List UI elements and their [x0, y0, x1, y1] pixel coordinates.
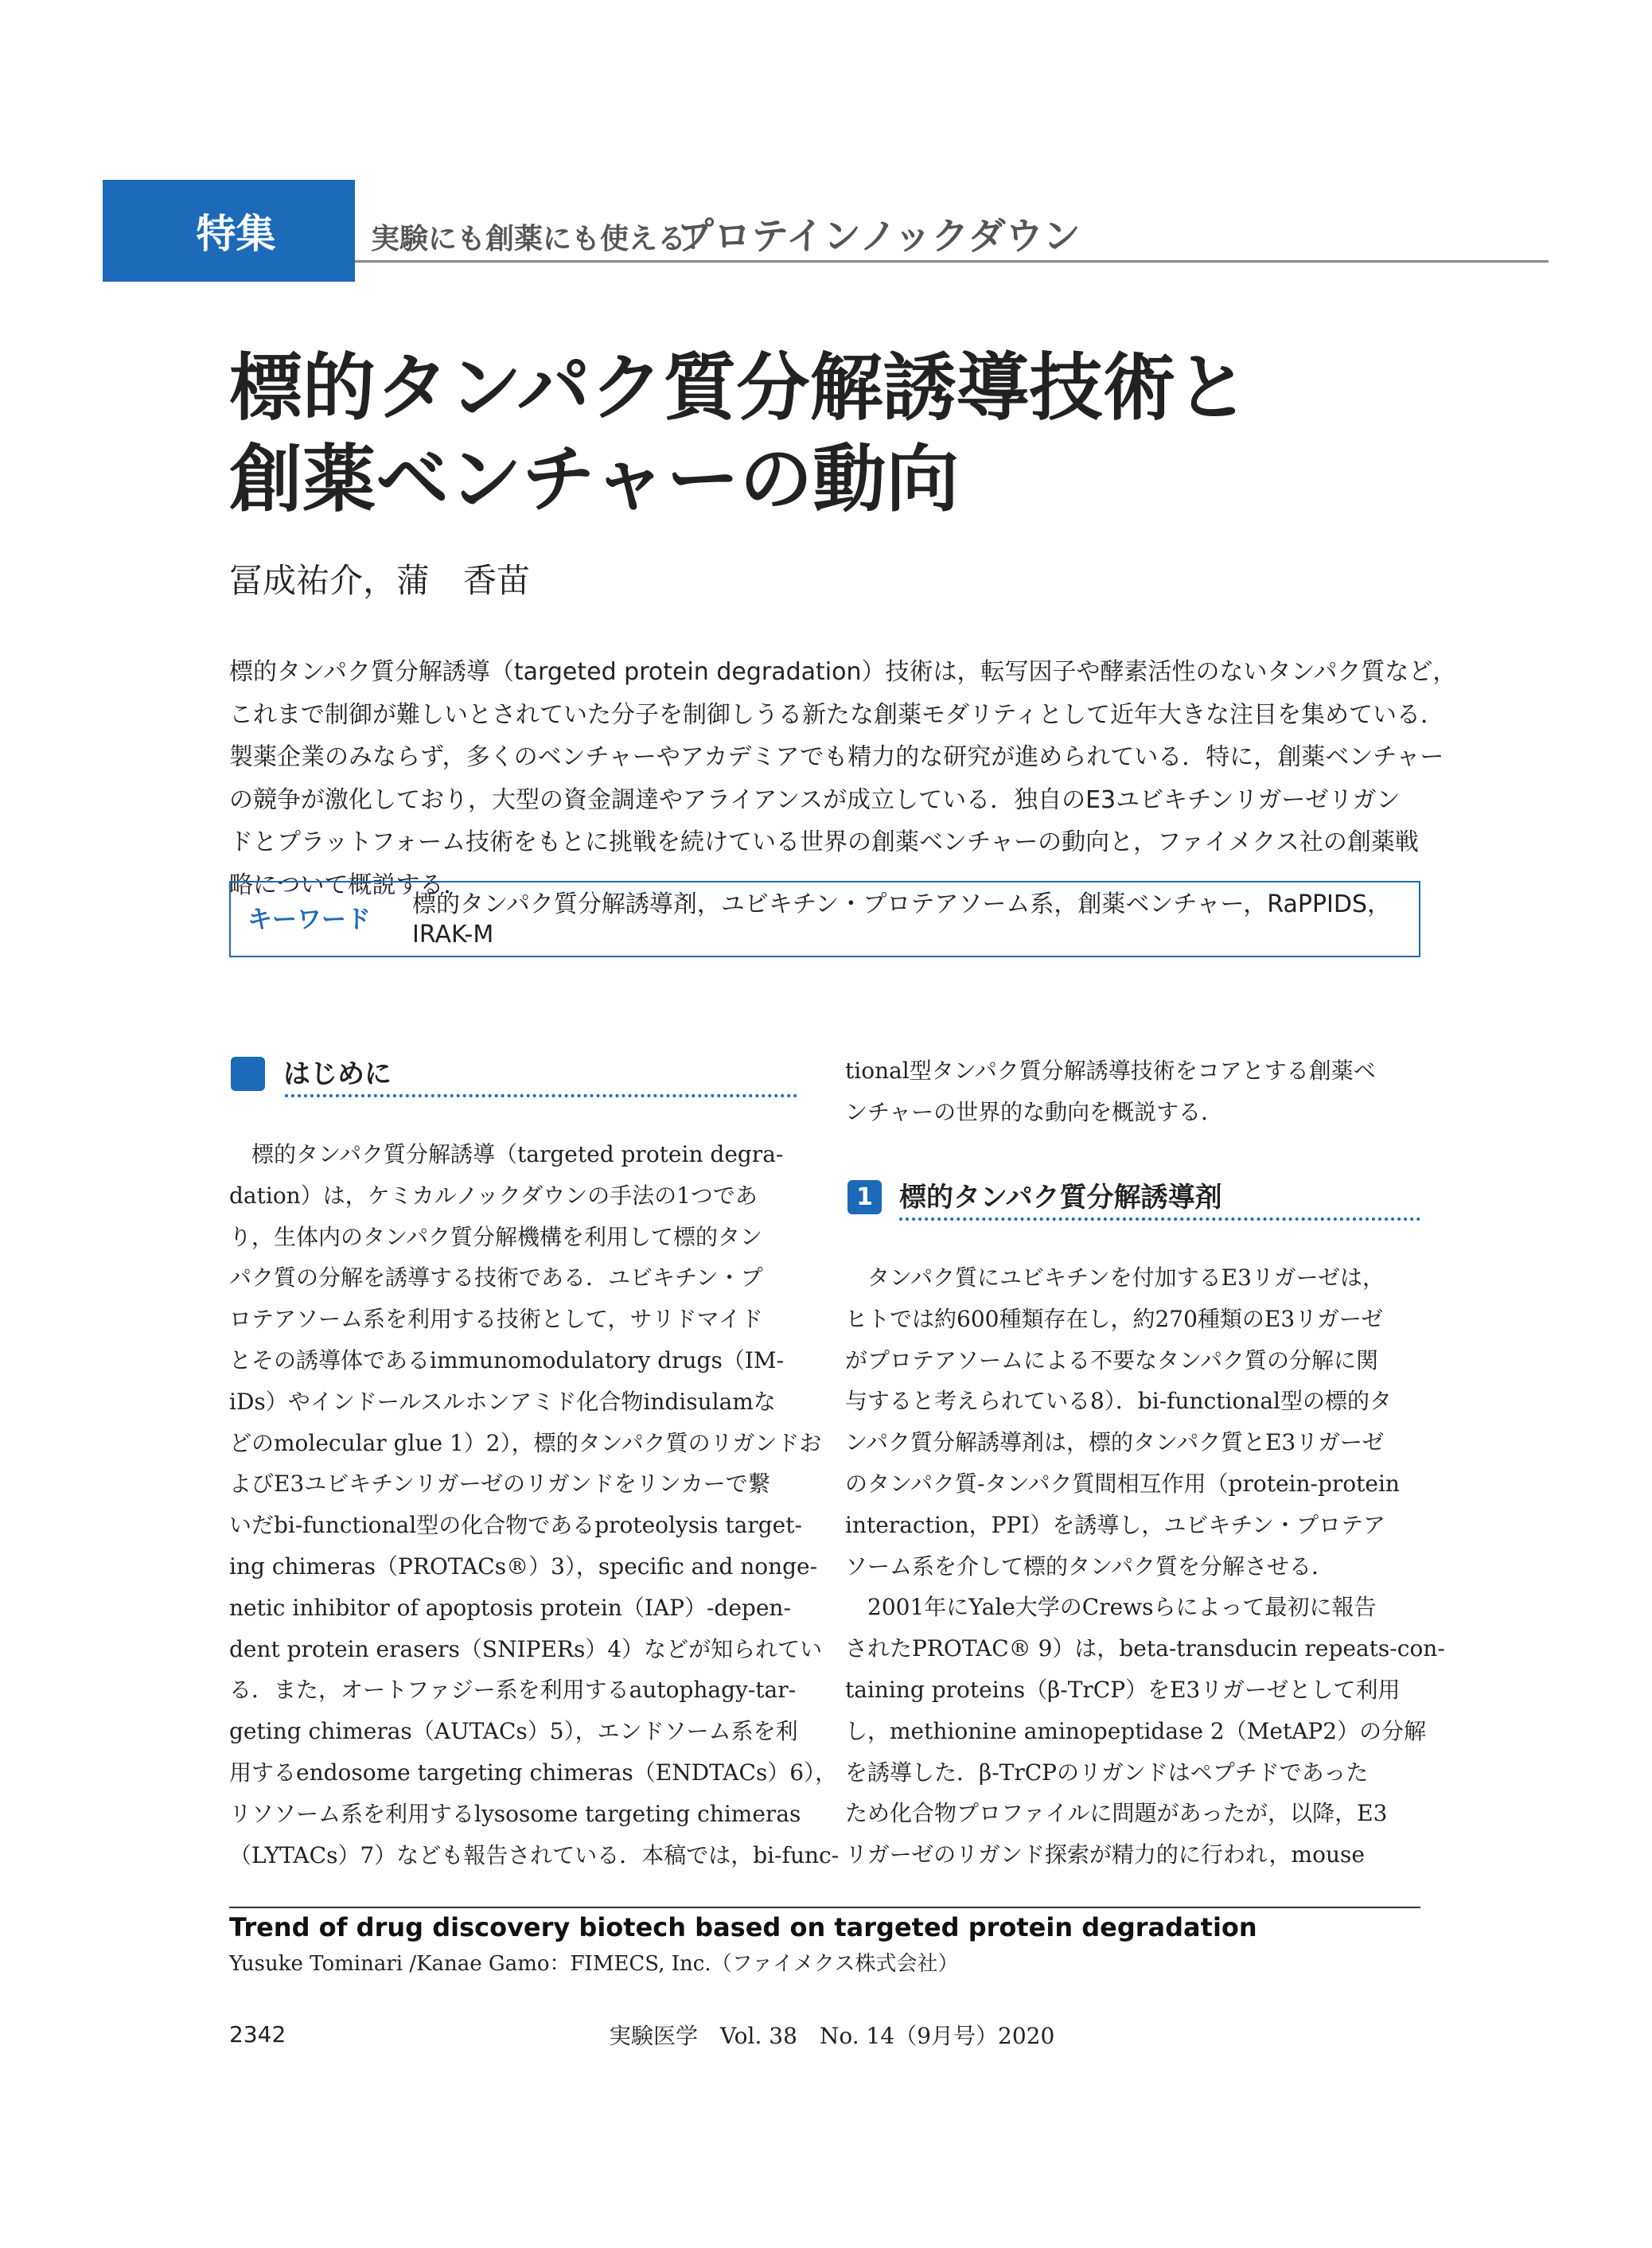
- journal-info: 実験医学 Vol. 38 No. 14（9月号）2020: [609, 2023, 1055, 2049]
- article-title: [229, 342, 1518, 525]
- body-line: パク質の分解を誘導する技術である．ユビキチン・プ: [229, 1264, 763, 1292]
- section-title-1: 標的タンパク質分解誘導剤: [899, 1182, 1222, 1214]
- abstract-line: これまで制御が難しいとされていた分子を制御しうる新たな創薬モダリティとして近年大きな注目を集めている．: [229, 700, 1444, 729]
- feature-label: 特集: [196, 211, 276, 257]
- body-line: タンパク質にユビキチンを付加するE3リガーゼは，: [845, 1264, 1385, 1291]
- footer-rule: [229, 1907, 1420, 1908]
- section-title-intro: はじめに: [283, 1058, 392, 1090]
- body-line: のタンパク質-タンパク質間相互作用（protein-protein: [845, 1470, 1400, 1497]
- body-line: とその誘導体であるimmunomodulatory drugs（IM-: [229, 1346, 785, 1373]
- section-underline: [899, 1218, 1420, 1221]
- body-line: ヒトでは約600種類存在し，約270種類のE3リガーゼ: [845, 1305, 1384, 1332]
- body-line: ため化合物プロファイルに問題があったが，以降，E3: [845, 1800, 1388, 1827]
- series-subtitle: 実験にも創薬にも使える！: [371, 223, 715, 255]
- body-line: tional型タンパク質分解誘導技術をコアとする創薬ベ: [845, 1058, 1376, 1084]
- english-authors: Yusuke Tominari /Kanae Gamo：FIMECS, Inc.（ファイメクス株式会社）: [229, 1952, 959, 1976]
- body-line: ロテアソーム系を利用する技術として，サリドマイド: [229, 1306, 763, 1333]
- body-line: dation）は，ケミカルノックダウンの手法の1つであ: [229, 1182, 758, 1209]
- feature-label-box: [103, 180, 355, 282]
- intro-body: [229, 1134, 840, 1876]
- body-line: （LYTACs）7）なども報告されている．本稿では，bi-func-: [229, 1841, 840, 1868]
- abstract-line: ドとプラットフォーム技術をもとに挑戦を続けている世界の創薬ベンチャーの動向と，ファイメクス社の創薬戦: [229, 828, 1419, 856]
- body-line: 2001年にYale大学のCrewsらによって最初に報告: [845, 1594, 1377, 1621]
- body-line: 標的タンパク質分解誘導（targeted protein degra-: [229, 1141, 784, 1167]
- body-line: dent protein erasers（SNIPERs）4）などが知られてい: [229, 1635, 823, 1662]
- section-number-icon: [847, 1180, 882, 1214]
- body-line: interaction，PPI）を誘導し，ユビキチン・プロテア: [845, 1511, 1386, 1538]
- keywords-label: キーワード: [247, 906, 371, 934]
- body-line: 用するendosome targeting chimeras（ENDTACs）6），: [229, 1759, 838, 1786]
- article-title-line: 標的タンパク質分解誘導技術と: [229, 345, 1249, 431]
- right-column-top: [845, 1050, 1422, 1133]
- body-line: taining proteins（β-TrCP）をE3リガーゼとして利用: [845, 1676, 1401, 1703]
- section-underline: [285, 1094, 797, 1097]
- body-line: り，生体内のタンパク質分解機構を利用して標的タン: [229, 1223, 763, 1250]
- body-line: がプロテアソームによる不要なタンパク質の分解に関: [845, 1346, 1379, 1373]
- section-1-body: [845, 1257, 1445, 1876]
- abstract-line: 製薬企業のみならず，多くのベンチャーやアカデミアでも精力的な研究が進められている．特に，創薬ベンチャー: [229, 743, 1444, 771]
- keywords-line: 標的タンパク質分解誘導剤，ユビキチン・プロテアソーム系，創薬ベンチャー，RaPPIDS，: [412, 890, 1392, 918]
- body-line: ソーム系を介して標的タンパク質を分解させる．: [845, 1553, 1334, 1580]
- section-square-icon: [231, 1057, 265, 1091]
- keywords-text: [412, 890, 1407, 950]
- series-title: プロテインノックダウン: [676, 215, 1081, 259]
- body-line: ンパク質分解誘導剤は，標的タンパク質とE3リガーゼ: [845, 1429, 1385, 1456]
- keywords-line: IRAK-M: [412, 921, 494, 949]
- body-line: リガーゼのリガンド探索が精力的に行われ，mouse: [845, 1841, 1365, 1868]
- abstract-line: 略について概説する．: [229, 871, 468, 899]
- article-title-line: 創薬ベンチャーの動向: [229, 437, 960, 522]
- section-number: 1: [856, 1183, 873, 1211]
- body-line: ing chimeras（PROTACs®）3），specific and nonge-: [229, 1553, 818, 1580]
- body-line: ンチャーの世界的な動向を概説する．: [845, 1098, 1224, 1125]
- header-rule: [355, 260, 1549, 263]
- body-line: されたPROTAC® 9）は，beta-transducin repeats-con-: [845, 1635, 1445, 1662]
- authors: 冨成祐介，蒲 香苗: [229, 561, 531, 600]
- body-line: リソソーム系を利用するlysosome targeting chimeras: [229, 1800, 801, 1827]
- body-line: を誘導した．β-TrCPのリガンドはペプチドであった: [845, 1759, 1369, 1786]
- abstract-line: 標的タンパク質分解誘導（targeted protein degradation）技術は，転写因子や酵素活性のないタンパク質など，: [229, 658, 1457, 686]
- body-line: どのmolecular glue 1）2），標的タンパク質のリガンドお: [229, 1429, 822, 1456]
- body-line: iDs）やインドールスルホンアミド化合物indisulamな: [229, 1388, 776, 1415]
- page-number: 2342: [229, 2021, 286, 2047]
- body-line: 与すると考えられている8）．bi-functional型の標的タ: [845, 1388, 1393, 1415]
- abstract-line: の競争が激化しており，大型の資金調達やアライアンスが成立している．独自のE3ユビキチンリガーゼリガン: [229, 785, 1401, 814]
- body-line: る．また，オートファジー系を利用するautophagy-tar-: [229, 1677, 797, 1704]
- body-line: netic inhibitor of apoptosis protein（IAP）-depen-: [229, 1594, 791, 1621]
- abstract: [229, 651, 1457, 906]
- body-line: geting chimeras（AUTACs）5），エンドソーム系を利: [229, 1718, 798, 1745]
- body-line: いだbi-functional型の化合物であるproteolysis target-: [229, 1512, 802, 1539]
- english-title: Trend of drug discovery biotech based on targeted protein degradation: [229, 1912, 1257, 1942]
- body-line: し，methionine aminopeptidase 2（MetAP2）の分解: [845, 1717, 1427, 1744]
- body-line: よびE3ユビキチンリガーゼのリガンドをリンカーで繋: [229, 1471, 770, 1498]
